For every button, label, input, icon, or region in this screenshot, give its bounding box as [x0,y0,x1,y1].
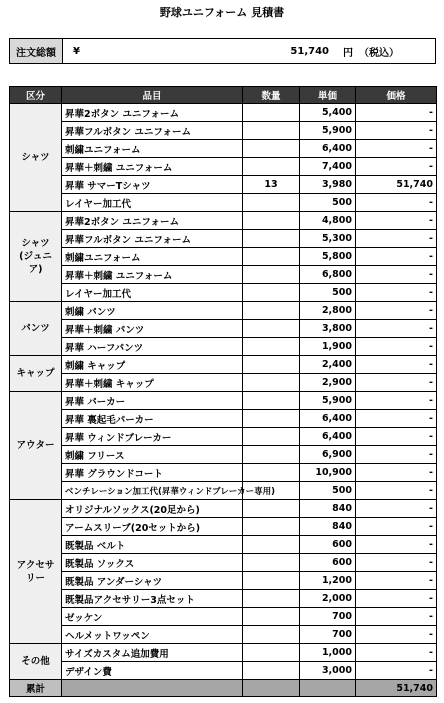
item-cell: 昇華2ボタン ユニフォーム [62,104,243,122]
unit-price-cell: 5,900 [300,122,356,140]
qty-cell [243,662,300,680]
unit-price-cell: 5,300 [300,230,356,248]
sum-value: 51,740 [356,680,437,697]
table-row [10,644,437,662]
item-cell: 昇華2ボタン ユニフォーム [62,212,243,230]
table-row [10,320,437,338]
price-cell: - [356,374,437,392]
price-cell: - [356,662,437,680]
table-row [10,626,437,644]
unit-price-cell: 840 [300,500,356,518]
table-row [10,608,437,626]
table-row [10,248,437,266]
category-cell: シャツ [10,104,62,212]
item-cell: 昇華 サマーTシャツ [62,176,243,194]
table-row [10,518,437,536]
price-cell: - [356,338,437,356]
price-cell: - [356,158,437,176]
unit-price-cell: 700 [300,626,356,644]
table-header-row [10,87,437,104]
item-cell: 昇華＋刺繍 ユニフォーム [62,266,243,284]
item-cell: レイヤー加工代 [62,284,243,302]
header-category: 区分 [10,87,62,104]
qty-cell [243,500,300,518]
unit-price-cell: 2,400 [300,356,356,374]
unit-price-cell: 7,400 [300,158,356,176]
qty-cell [243,248,300,266]
qty-cell [243,194,300,212]
item-cell: 昇華 ウィンドブレーカー [62,428,243,446]
unit-price-cell: 1,200 [300,572,356,590]
unit-price-cell: 2,800 [300,302,356,320]
item-cell: ヘルメットワッペン [62,626,243,644]
item-cell: 刺繍ユニフォーム [62,248,243,266]
price-cell: - [356,140,437,158]
item-cell: 昇華 グラウンドコート [62,464,243,482]
qty-cell [243,392,300,410]
qty-cell [243,446,300,464]
qty-cell [243,230,300,248]
table-row [10,338,437,356]
unit-price-cell: 5,900 [300,392,356,410]
table-row [10,482,437,500]
item-cell: レイヤー加工代 [62,194,243,212]
table-row [10,392,437,410]
unit-price-cell: 6,800 [300,266,356,284]
category-cell: その他 [10,644,62,680]
category-cell: キャップ [10,356,62,392]
item-cell: 既製品アクセサリー3点セット [62,590,243,608]
table-row [10,122,437,140]
table-row [10,230,437,248]
price-cell: - [356,644,437,662]
price-cell: - [356,590,437,608]
estimate-table [9,86,437,697]
qty-cell [243,302,300,320]
table-row [10,284,437,302]
price-cell: - [356,482,437,500]
table-row [10,104,437,122]
header-qty: 数量 [243,87,300,104]
item-cell: 刺繍ユニフォーム [62,140,243,158]
price-cell: - [356,536,437,554]
table-row [10,266,437,284]
qty-cell [243,266,300,284]
unit-price-cell: 5,800 [300,248,356,266]
sum-label: 累計 [10,680,62,697]
order-total-amount: 51,740 [290,45,329,57]
price-cell: - [356,212,437,230]
unit-price-cell: 3,980 [300,176,356,194]
unit-price-cell: 1,000 [300,644,356,662]
qty-cell [243,554,300,572]
item-cell: サイズカスタム追加費用 [62,644,243,662]
tax-note: （税込） [359,47,399,59]
unit-price-cell: 4,800 [300,212,356,230]
currency-unit: 円 [343,47,353,59]
qty-cell [243,428,300,446]
qty-cell [243,572,300,590]
table-row [10,428,437,446]
qty-cell [243,338,300,356]
table-row [10,140,437,158]
unit-price-cell: 6,400 [300,140,356,158]
unit-price-cell: 6,900 [300,446,356,464]
category-cell: パンツ [10,302,62,356]
price-cell: - [356,302,437,320]
price-cell: - [356,464,437,482]
unit-price-cell: 6,400 [300,428,356,446]
table-row [10,500,437,518]
table-row [10,302,437,320]
unit-price-cell: 5,400 [300,104,356,122]
qty-cell [243,518,300,536]
table-row [10,464,437,482]
table-row [10,374,437,392]
qty-cell [243,320,300,338]
header-unit-price: 単価 [300,87,356,104]
qty-cell [243,104,300,122]
item-cell: 昇華フルボタン ユニフォーム [62,230,243,248]
table-row [10,176,437,194]
unit-price-cell: 600 [300,554,356,572]
unit-price-cell: 600 [300,536,356,554]
table-row [10,410,437,428]
price-cell: 51,740 [356,176,437,194]
item-cell: デザイン費 [62,662,243,680]
item-cell: 昇華 パーカー [62,392,243,410]
qty-cell [243,410,300,428]
yen-symbol: ¥ [73,45,80,57]
qty-cell [243,644,300,662]
item-cell: ベンチレーション加工代(昇華ウィンドブレーカー専用) [62,482,243,500]
item-cell: 昇華フルボタン ユニフォーム [62,122,243,140]
qty-cell [243,356,300,374]
qty-cell [243,284,300,302]
qty-cell: 13 [243,176,300,194]
qty-cell [243,122,300,140]
unit-price-cell: 500 [300,194,356,212]
table-row [10,662,437,680]
qty-cell [243,158,300,176]
qty-cell [243,374,300,392]
unit-price-cell: 1,900 [300,338,356,356]
qty-cell [243,590,300,608]
table-row [10,554,437,572]
category-cell: シャツ (ジュニア) [10,212,62,302]
price-cell: - [356,608,437,626]
price-cell: - [356,410,437,428]
item-cell: 既製品 ベルト [62,536,243,554]
item-cell: アームスリーブ(20セットから) [62,518,243,536]
table-row [10,194,437,212]
qty-cell [243,536,300,554]
unit-price-cell: 700 [300,608,356,626]
item-cell: 昇華 ハーフパンツ [62,338,243,356]
price-cell: - [356,356,437,374]
price-cell: - [356,266,437,284]
page-title: 野球ユニフォーム 見積書 [159,6,285,19]
table-row [10,446,437,464]
price-cell: - [356,572,437,590]
price-cell: - [356,428,437,446]
unit-price-cell: 500 [300,482,356,500]
sum-row [10,680,437,697]
price-cell: - [356,122,437,140]
unit-price-cell: 500 [300,284,356,302]
item-cell: 刺繍 キャップ [62,356,243,374]
item-cell: オリジナルソックス(20足から) [62,500,243,518]
price-cell: - [356,284,437,302]
qty-cell [243,626,300,644]
category-cell: アウター [10,392,62,500]
item-cell: 刺繍 パンツ [62,302,243,320]
table-row [10,356,437,374]
qty-cell [243,140,300,158]
price-cell: - [356,626,437,644]
price-cell: - [356,320,437,338]
item-cell: 昇華 裏起毛パーカー [62,410,243,428]
table-row [10,572,437,590]
qty-cell [243,212,300,230]
item-cell: 昇華＋刺繍 パンツ [62,320,243,338]
table-row [10,212,437,230]
item-cell: 昇華＋刺繍 キャップ [62,374,243,392]
price-cell: - [356,230,437,248]
unit-price-cell: 3,800 [300,320,356,338]
unit-price-cell: 10,900 [300,464,356,482]
header-item: 品目 [62,87,243,104]
item-cell: ゼッケン [62,608,243,626]
unit-price-cell: 2,000 [300,590,356,608]
price-cell: - [356,248,437,266]
unit-price-cell: 840 [300,518,356,536]
price-cell: - [356,554,437,572]
table-row [10,590,437,608]
price-cell: - [356,104,437,122]
table-row [10,158,437,176]
unit-price-cell: 2,900 [300,374,356,392]
qty-cell [243,464,300,482]
qty-cell [243,608,300,626]
price-cell: - [356,446,437,464]
table-row [10,536,437,554]
price-cell: - [356,518,437,536]
order-total-unit [337,39,435,63]
item-cell: 刺繍 フリース [62,446,243,464]
unit-price-cell: 6,400 [300,410,356,428]
price-cell: - [356,194,437,212]
price-cell: - [356,392,437,410]
order-total-label: 注文総額 [10,39,63,63]
price-cell: - [356,500,437,518]
item-cell: 既製品 アンダーシャツ [62,572,243,590]
item-cell: 昇華＋刺繍 ユニフォーム [62,158,243,176]
unit-price-cell: 3,000 [300,662,356,680]
category-cell: アクセサリー [10,500,62,644]
item-cell: 既製品 ソックス [62,554,243,572]
order-total-box [9,38,436,64]
header-price: 価格 [356,87,437,104]
